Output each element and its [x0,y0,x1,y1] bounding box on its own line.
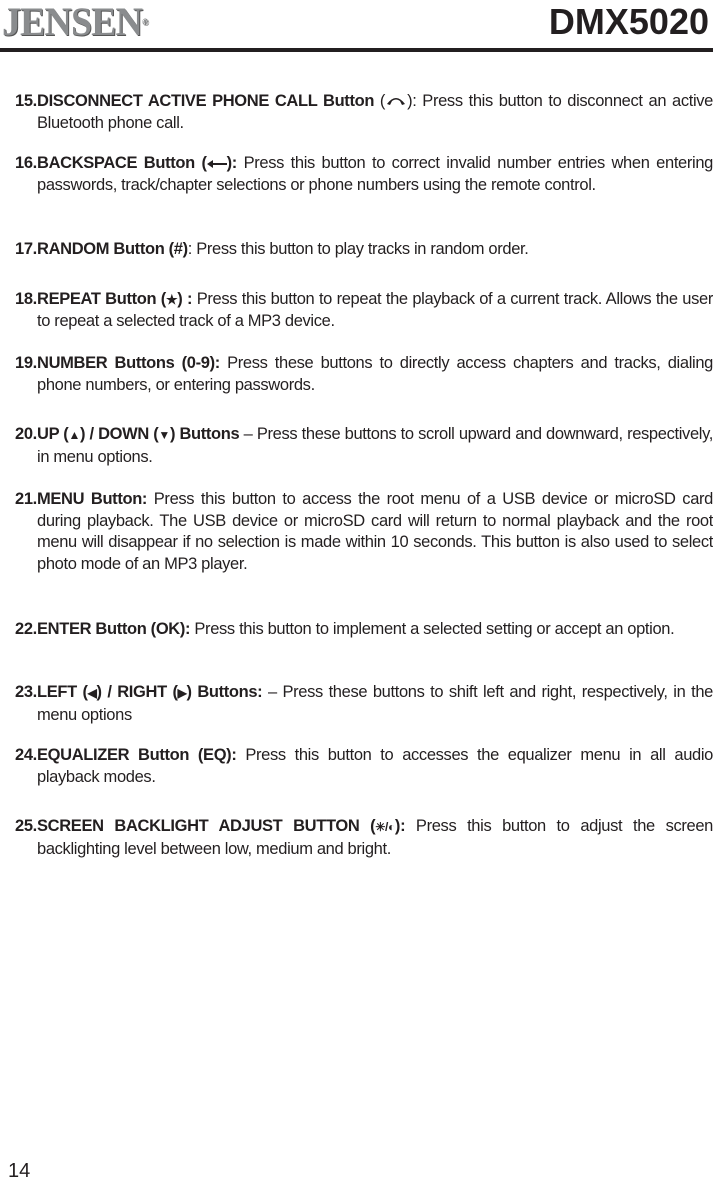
item-label: SCREEN BACKLIGHT ADJUST BUTTON ( [37,817,376,835]
item-description: Press this button to disconnect an active Bluetooth phone call. [37,92,713,132]
phone-hangup-icon [385,91,407,113]
item-label: ENTER Button (OK): [37,620,191,638]
list-item-23 [15,682,713,726]
paren: ( [374,92,386,110]
item-description: Press this button to accesses the equalizer menu in all audio playback modes. [37,746,713,786]
item-label: BACKSPACE Button ( [37,154,207,172]
backspace-arrow-icon [207,153,227,175]
up-triangle-icon: ▲ [68,428,80,442]
item-description: Press this button to access the root menu of a USB device or microSD card during playback. The USB device or microSD card will return to normal playback and the root menu will disappear if no selection is made within 10 seconds. This button is also used to select photo mode of an MP3 player. [37,490,713,573]
jensen-logo: JENSEN® [2,0,148,44]
paren: ): [407,92,417,110]
item-number: 25. [15,817,37,835]
item-description: : Press this button to play tracks in random order. [187,240,529,258]
item-number: 24. [15,746,37,764]
item-label: NUMBER Buttons (0-9): [37,354,220,372]
item-description: – Press these buttons to shift left and right, respectively, in the menu options [37,683,713,724]
right-triangle-icon: ▶ [177,686,187,700]
page-number: 14 [8,1160,31,1182]
item-description: Press these buttons to directly access chapters and tracks, dialing phone numbers, or entering passwords. [37,354,713,394]
down-triangle-icon: ▼ [158,428,170,442]
left-triangle-icon: ◀ [87,686,97,700]
item-description: Press this button to implement a selected setting or accept an option. [190,620,675,638]
paren: ) [182,240,188,258]
header-divider [0,48,713,52]
list-item-20 [15,424,713,468]
paren: ) : [177,290,193,308]
item-label-mid: ) / RIGHT ( [96,683,178,701]
list-item-24 [15,745,713,788]
item-number: 15. [15,92,37,110]
paren: ): [394,817,406,835]
item-number: 18. [15,290,37,308]
item-number: 22. [15,620,37,638]
item-label: RANDOM Button ( [37,240,174,258]
brand-text: JENSEN [2,0,143,44]
item-description: Press this button to repeat the playback of a current track. Allows the user to repeat a selected track of a MP3 device. [37,290,713,330]
item-label-mid: ) / DOWN ( [79,425,159,443]
item-number: 23. [15,683,37,701]
paren: ): [226,154,237,172]
list-item-19 [15,353,713,396]
list-item-25 [15,816,713,860]
item-description: – Press these buttons to scroll upward and downward, respectively, in menu options. [37,425,713,466]
item-label: DISCONNECT ACTIVE PHONE CALL Button [37,92,375,110]
star-icon: ★ [165,292,178,307]
list-item-21 [15,489,713,575]
list-item-16 [15,153,713,196]
brightness-icon: ✳/◐ [375,820,395,834]
item-label: UP ( [37,425,69,443]
item-description: Press this button to correct invalid number entries when entering passwords, track/chapter selections or phone numbers using the remote control. [37,154,713,194]
item-number: 21. [15,490,37,508]
item-label: EQUALIZER Button (EQ): [37,746,237,764]
item-number: 20. [15,425,37,443]
list-item-18 [15,289,713,332]
item-label: MENU Button: [37,490,148,508]
item-number: 16. [15,154,37,172]
list-item-22 [15,619,713,641]
item-label: REPEAT Button ( [37,290,166,308]
item-description: Press this button to adjust the screen backlighting level between low, medium and bright. [37,817,713,858]
list-item-15 [15,91,713,134]
hash-icon: # [173,240,183,258]
item-label: LEFT ( [37,683,88,701]
list-item-17 [15,239,713,261]
item-number: 17. [15,240,37,258]
model-number: DMX5020 [548,1,709,42]
item-number: 19. [15,354,37,372]
item-label-end: ) Buttons [169,425,240,443]
item-label-end: ) Buttons: [186,683,263,701]
